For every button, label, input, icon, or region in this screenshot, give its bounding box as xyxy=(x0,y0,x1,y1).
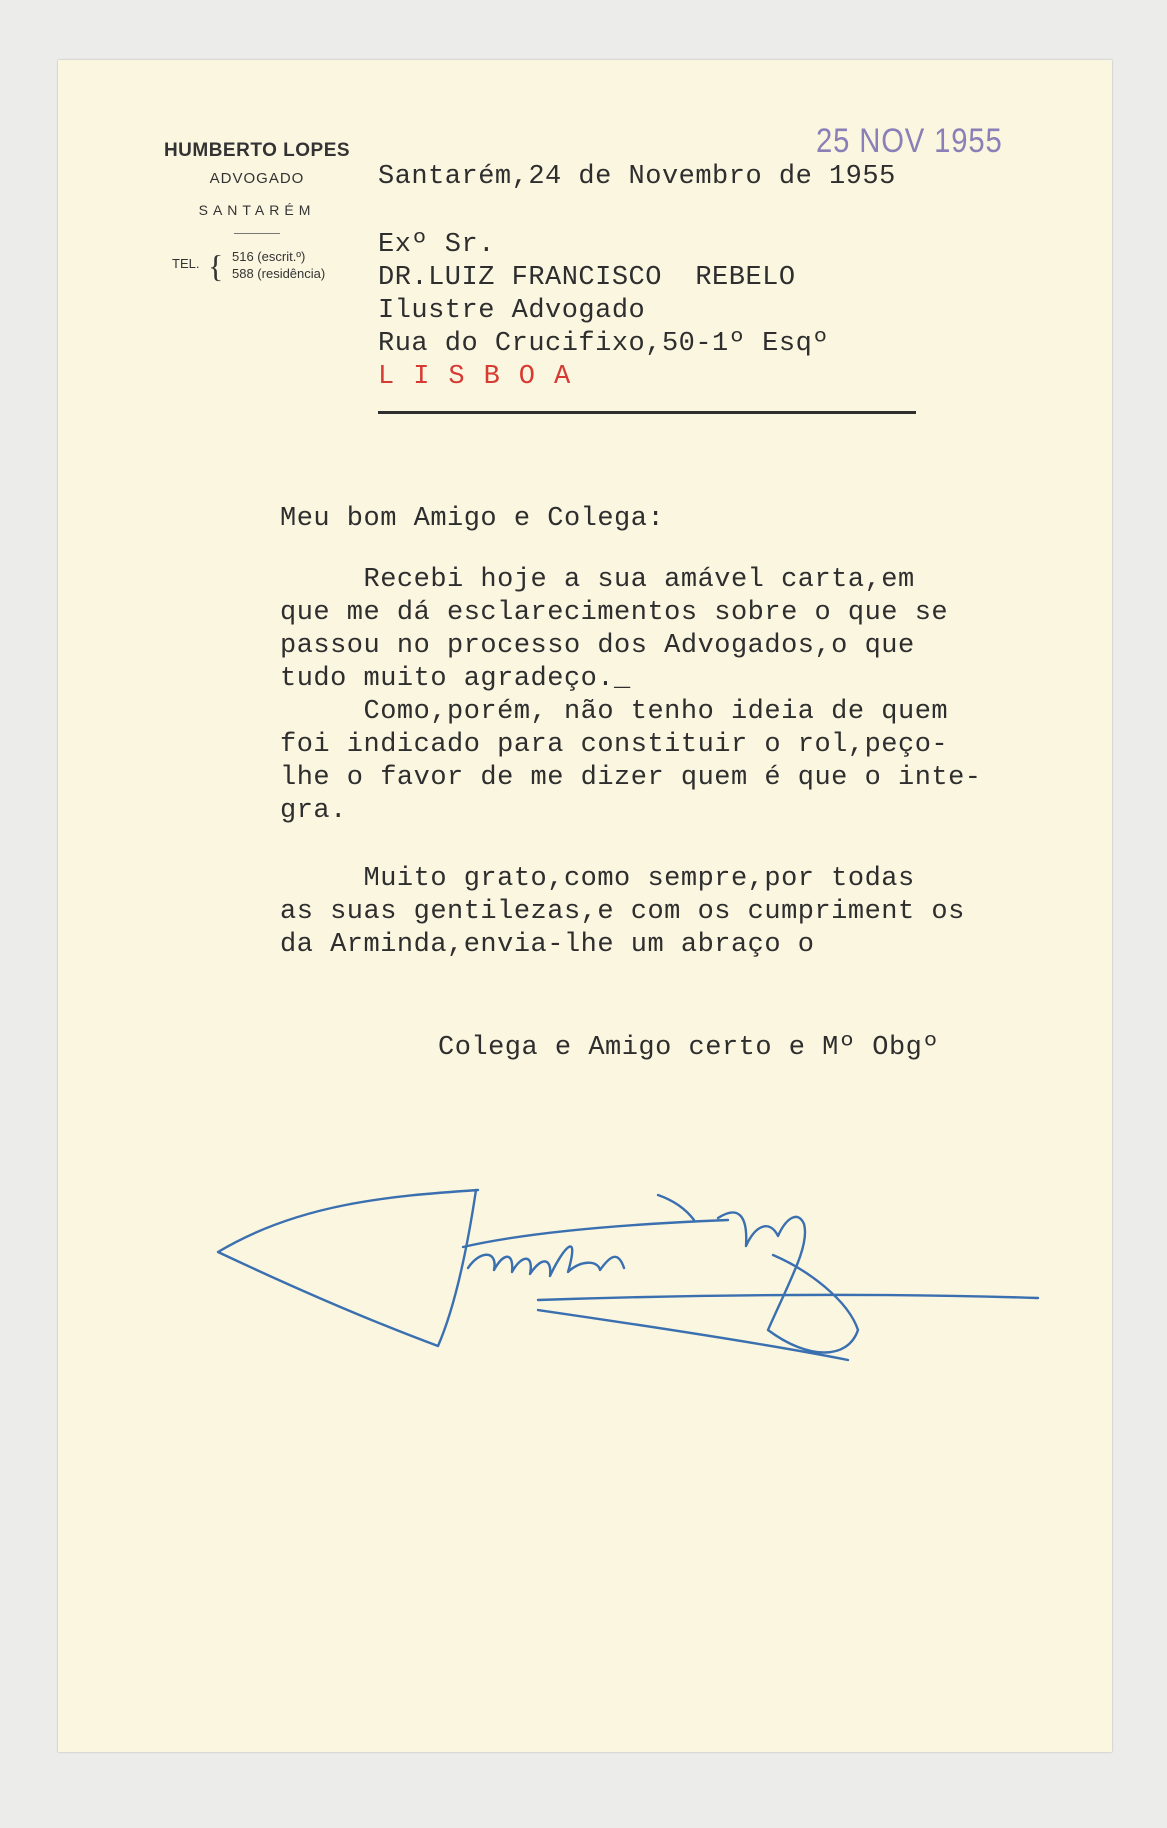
handwritten-signature xyxy=(208,1120,1068,1380)
received-date-stamp: 25 NOV 1955 xyxy=(816,122,1003,160)
paragraph-2-line-4: gra. xyxy=(280,796,347,826)
letterhead-tel-home: 588 (residência) xyxy=(232,266,326,281)
recipient-salutation: Exº Sr. xyxy=(378,230,495,260)
letterhead-divider xyxy=(234,233,280,234)
letterhead-tel-office: 516 (escrit.º) xyxy=(232,249,306,264)
paragraph-3-line-2: as suas gentilezas,e com os cumpriment os xyxy=(280,897,965,927)
closing-line: Colega e Amigo certo e Mº Obgº xyxy=(438,1033,940,1063)
address-underline xyxy=(378,411,916,414)
paragraph-3-line-3: da Arminda,envia-lhe um abraço o xyxy=(280,930,815,960)
letterhead-town: SANTARÉM xyxy=(198,202,316,218)
paragraph-1-line-1: Recebi hoje a sua amável carta,em xyxy=(280,565,915,595)
paragraph-2-line-1: Como,porém, não tenho ideia de quem xyxy=(280,697,949,727)
recipient-street: Rua do Crucifixo,50-1º Esqº xyxy=(378,329,829,359)
paragraph-2-line-2: foi indicado para constituir o rol,peço- xyxy=(280,730,949,760)
letterhead-role: ADVOGADO xyxy=(209,170,305,187)
paragraph-1-line-3: passou no processo dos Advogados,o que xyxy=(280,631,915,661)
greeting: Meu bom Amigo e Colega: xyxy=(280,504,665,534)
brace-icon: { xyxy=(208,248,224,284)
paragraph-3-line-1: Muito grato,como sempre,por todas xyxy=(280,864,915,894)
paragraph-1-line-2: que me dá esclarecimentos sobre o que se xyxy=(280,598,949,628)
recipient-city: LISBOA xyxy=(378,362,590,392)
letterhead-name: HUMBERTO LOPES xyxy=(163,140,351,161)
recipient-title: Ilustre Advogado xyxy=(378,296,646,326)
recipient-name: DR.LUIZ FRANCISCO REBELO xyxy=(378,263,796,293)
letter-sheet xyxy=(58,60,1112,1752)
paragraph-2-line-3: lhe o favor de me dizer quem é que o inte- xyxy=(280,763,982,793)
letterhead-tel-label: TEL. xyxy=(172,256,200,271)
paragraph-1-line-4: tudo muito agradeço._ xyxy=(280,664,631,694)
dateline: Santarém,24 de Novembro de 1955 xyxy=(378,162,896,192)
